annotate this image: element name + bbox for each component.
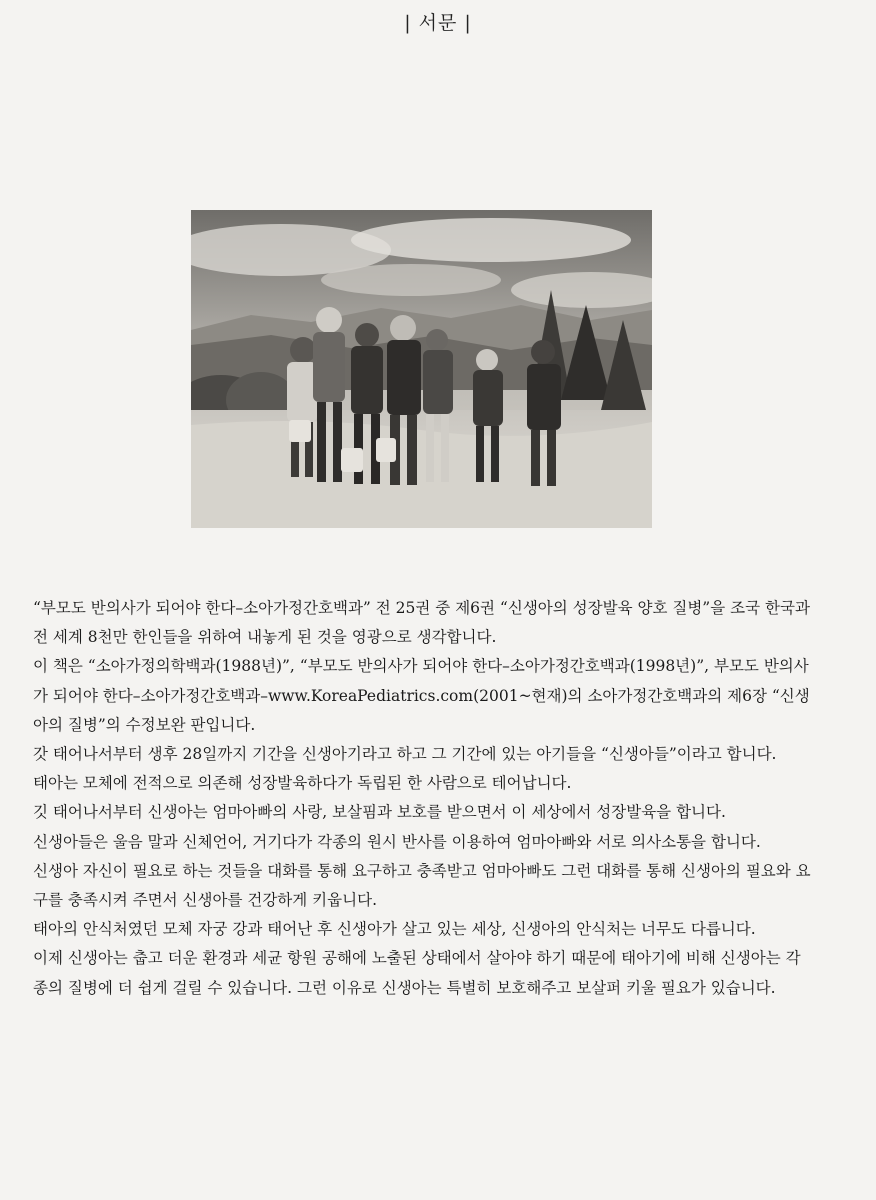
paragraph: “부모도 반의사가 되어야 한다–소아가정간호백과” 전 25권 중 제6권 “신생아의 성장발육 양호 질병”을 조국 한국과 전 세계 8천만 한인들을 위하여 내놓게 된 것을 영광으로 생각합니다.	[33, 599, 810, 647]
paragraph: 신생아 자신이 필요로 하는 것들을 대화를 통해 요구하고 충족받고 엄마아빠도 그런 대화를 통해 신생아의 필요와 요구를 충족시켜 주면서 신생아를 건강하게 키웁니다.	[33, 861, 811, 910]
group-of-children-photo	[191, 210, 652, 528]
page-title: | 서문 |	[404, 12, 472, 34]
photo-illustration	[191, 210, 652, 528]
paragraph: 이제 신생아는 춥고 더운 환경과 세균 항원 공해에 노출된 상태에서 살아야 하기 때문에 태아기에 비해 신생아는 각종의 질병에 더 쉽게 걸릴 수 있습니다. 그런 이유로 신생아는 특별히 보호해주고 보살퍼 키울 필요가 있습니다.	[33, 949, 801, 997]
paragraph: 깃 태어나서부터 신생아는 엄마아빠의 사랑, 보살핌과 보호를 받으면서 이 세상에서 성장발육을 합니다.	[33, 803, 726, 822]
paragraph: 갓 태어나서부터 생후 28일까지 기간을 신생아기라고 하고 그 기간에 있는 아기들을 “신생아들”이라고 합니다.	[33, 745, 777, 764]
paragraph: 태아는 모체에 전적으로 의존해 성장발육하다가 독립된 한 사람으로 테어납니다.	[33, 774, 572, 793]
preface-body	[33, 594, 813, 1003]
paragraph: 신생아들은 울음 말과 신체언어, 거기다가 각종의 원시 반사를 이용하여 엄마아빠와 서로 의사소통을 합니다.	[33, 832, 761, 851]
paragraph: 이 책은 “소아가정의학백과(1988년)”, “부모도 반의사가 되어야 한다–소아가정간호백과(1998년)”, 부모도 반의사가 되어야 한다–소아가정간호백과–www.KoreaPediatrics.com(2001~현재)의 소아가정간호백과의 제6장 “신생아의 질병”의 수정보완 판입니다.	[33, 657, 810, 734]
paragraph: 태아의 안식처였던 모체 자궁 강과 태어난 후 신생아가 살고 있는 세상, 신생아의 안식처는 너무도 다릅니다.	[33, 920, 756, 939]
